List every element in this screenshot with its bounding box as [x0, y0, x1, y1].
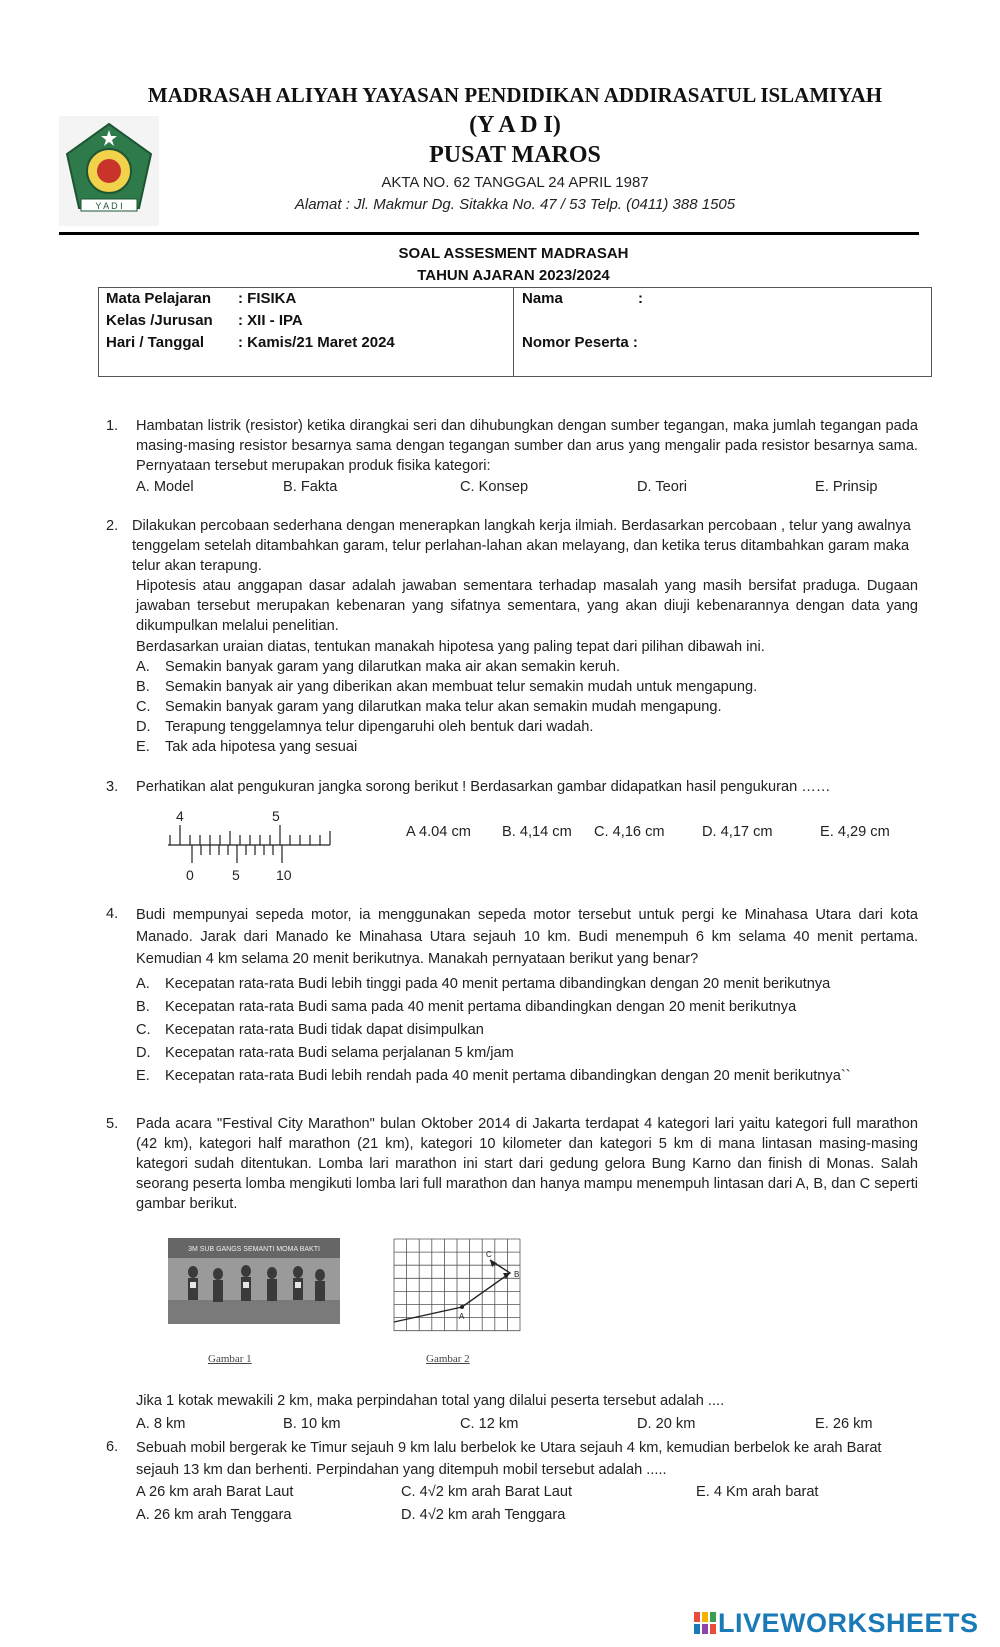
q1-option-b[interactable]: B. Fakta: [283, 479, 338, 495]
q3-option-c[interactable]: C. 4,16 cm: [594, 824, 665, 840]
q4-option-d[interactable]: Kecepatan rata-rata Budi selama perjalanan 5 km/jam: [165, 1045, 514, 1061]
info-table: [98, 287, 932, 377]
q4-option-a-letter: A.: [136, 976, 150, 992]
q4-option-d-letter: D.: [136, 1045, 151, 1061]
arrow-head-c: [490, 1260, 497, 1267]
q1-option-a[interactable]: A. Model: [136, 479, 194, 495]
mapel-label: Mata Pelajaran: [106, 290, 212, 307]
q1-number: 1.: [106, 418, 119, 434]
liveworksheets-logo: [694, 1606, 994, 1642]
gambar-2-caption: Gambar 2: [426, 1353, 470, 1365]
q5-option-e[interactable]: E. 26 km: [815, 1416, 873, 1432]
q6-number: 6.: [106, 1439, 119, 1455]
q4-option-b[interactable]: Kecepatan rata-rata Budi sama pada 40 menit pertama dibandingkan dengan 20 menit berikutnya: [165, 999, 797, 1015]
q3-option-d[interactable]: D. 4,17 cm: [702, 824, 773, 840]
q3-option-a[interactable]: A 4.04 cm: [406, 824, 471, 840]
q5-text-2: Jika 1 kotak mewakili 2 km, maka perpindahan total yang dilalui peserta tersebut adalah ....: [136, 1393, 725, 1409]
q6-option-d[interactable]: D. 4√2 km arah Tenggara: [401, 1507, 566, 1523]
displacement-grid: [390, 1235, 530, 1335]
vernier-label-5: 5: [232, 867, 240, 883]
kelas-value: : XII - IPA: [238, 312, 303, 329]
address-line: Alamat : Jl. Makmur Dg. Sitakka No. 47 / 53 Telp. (0411) 388 1505: [294, 196, 736, 213]
header-divider: [59, 232, 919, 235]
q2-option-a[interactable]: Semakin banyak garam yang dilarutkan maka air akan semakin keruh.: [165, 659, 621, 675]
q4-option-a[interactable]: Kecepatan rata-rata Budi lebih tinggi pada 40 menit pertama dibandingkan dengan 20 menit berikutnya: [165, 976, 831, 992]
vernier-caliper-figure: [168, 805, 338, 885]
q4-option-e[interactable]: Kecepatan rata-rata Budi lebih rendah pada 40 menit pertama dibandingkan dengan 20 menit berikutnya``: [165, 1068, 851, 1084]
point-b-label: B: [514, 1270, 520, 1279]
school-name: MADRASAH ALIYAH YAYASAN PENDIDIKAN ADDIRASATUL ISLAMIYAH: [147, 83, 883, 107]
photo-banner-text: 3M SUB GANGS SEMANTI MOMA BAKTI: [188, 1246, 320, 1253]
mapel-value: : FISIKA: [238, 290, 297, 307]
q3-number: 3.: [106, 779, 119, 795]
q4-option-c-letter: C.: [136, 1022, 151, 1038]
vernier-label-10: 10: [276, 867, 292, 883]
main-scale-label-4: 4: [176, 808, 184, 824]
q2-option-d-letter: D.: [136, 719, 151, 735]
point-a-label: A: [459, 1312, 465, 1321]
q1-option-c[interactable]: C. Konsep: [460, 479, 529, 495]
school-abbreviation: (Y A D I): [469, 112, 561, 138]
q2-option-b-letter: B.: [136, 679, 150, 695]
nomor-peserta-label: Nomor Peserta :: [522, 334, 638, 351]
q3-option-e[interactable]: E. 4,29 cm: [820, 824, 890, 840]
school-location: PUSAT MAROS: [429, 142, 601, 168]
exam-title: SOAL ASSESMENT MADRASAH: [398, 245, 629, 262]
q2-option-c[interactable]: Semakin banyak garam yang dilarutkan maka telur akan semakin mudah mengapung.: [165, 699, 722, 715]
info-table-divider: [513, 287, 514, 376]
q5-option-c[interactable]: C. 12 km: [460, 1416, 519, 1432]
q1-option-d[interactable]: D. Teori: [637, 479, 688, 495]
liveworksheets-icon: [694, 1612, 716, 1636]
watermark-text: LIVEWORKSHEETS: [718, 1608, 979, 1638]
q4-option-c[interactable]: Kecepatan rata-rata Budi tidak dapat disimpulkan: [165, 1022, 484, 1038]
q2-option-a-letter: A.: [136, 659, 150, 675]
nama-colon: :: [638, 290, 643, 307]
q2-option-c-letter: C.: [136, 699, 151, 715]
q2-option-d[interactable]: Terapung tenggelamnya telur dipengaruhi oleh bentuk dari wadah.: [165, 719, 594, 735]
gambar-1-caption: Gambar 1: [208, 1353, 252, 1365]
point-a-dot: [460, 1305, 464, 1309]
vernier-label-0: 0: [186, 867, 194, 883]
q3-text: Perhatikan alat pengukuran jangka sorong berikut ! Berdasarkan gambar didapatkan hasil pengukuran ……: [136, 779, 831, 795]
marathon-photo: [168, 1238, 340, 1324]
q1-text: Hambatan listrik (resistor) ketika dirangkai seri dan dihubungkan dengan sumber tegangan, maka jumlah tegangan pada masing-masing resistor besarnya sama dengan tegangan sumber dan arus yang mengalir pada resistor besarnya sama. Pernyataan tersebut merupakan produk fisika kategori:: [136, 418, 918, 474]
q5-option-b[interactable]: B. 10 km: [283, 1416, 341, 1432]
q2-text: Dilakukan percobaan sederhana dengan menerapkan langkah kerja ilmiah. Berdasarkan percobaan , telur yang awalnya tenggelam setelah ditambahkan garam, telur perlahan-lahan akan melayang, dan ketika terus ditambahkan garam maka telur akan terapung.: [132, 518, 911, 574]
q6-text: Sebuah mobil bergerak ke Timur sejauh 9 km lalu berbelok ke Utara sejauh 4 km, kemudian berbelok ke arah Barat sejauh 13 km dan berhenti. Perpindahan yang ditempuh mobil tersebut adalah .....: [136, 1440, 882, 1478]
nama-label: Nama: [522, 290, 563, 307]
q5-number: 5.: [106, 1116, 119, 1132]
q2-option-e[interactable]: Tak ada hipotesa yang sesuai: [165, 739, 358, 755]
q2-para2: Hipotesis atau anggapan dasar adalah jawaban sementara terhadap masalah yang masih bersifat praduga. Dugaan jawaban tersebut merupakan kebenaran yang sifatnya sementara, yang akan diuji kebenarannya dengan data yang dikumpulkan melalui penelitian.: [136, 578, 918, 634]
q4-text: Budi mempunyai sepeda motor, ia menggunakan sepeda motor tersebut untuk pergi ke Minahasa Utara dari kota Manado. Jarak dari Manado ke Minahasa Utara sejauh 10 km. Budi menempuh 6 km selama 40 menit pertama. Kemudian 4 km selama 20 menit berikutnya. Manakah pernyataan berikut yang benar?: [136, 907, 918, 967]
exam-year: TAHUN AJARAN 2023/2024: [417, 267, 610, 284]
q4-number: 4.: [106, 906, 119, 922]
point-c-label: C: [486, 1250, 492, 1259]
main-scale-label-5: 5: [272, 808, 280, 824]
q6-option-a2[interactable]: A. 26 km arah Tenggara: [136, 1507, 292, 1523]
q4-option-e-letter: E.: [136, 1068, 150, 1084]
logo-text: Y A D I: [95, 201, 123, 211]
q2-para3: Berdasarkan uraian diatas, tentukan manakah hipotesa yang paling tepat dari pilihan dibawah ini.: [136, 639, 765, 655]
q6-option-c[interactable]: C. 4√2 km arah Barat Laut: [401, 1484, 573, 1500]
q2-option-b[interactable]: Semakin banyak air yang diberikan akan membuat telur semakin mudah untuk mengapung.: [165, 679, 758, 695]
q2-option-e-letter: E.: [136, 739, 150, 755]
akta-line: AKTA NO. 62 TANGGAL 24 APRIL 1987: [381, 174, 649, 191]
q5-option-d[interactable]: D. 20 km: [637, 1416, 696, 1432]
q3-option-b[interactable]: B. 4,14 cm: [502, 824, 572, 840]
q2-number: 2.: [106, 518, 119, 534]
hari-value: : Kamis/21 Maret 2024: [238, 334, 395, 351]
kelas-label: Kelas /Jurusan: [106, 312, 213, 329]
q5-option-a[interactable]: A. 8 km: [136, 1416, 186, 1432]
hari-label: Hari / Tanggal: [106, 334, 205, 351]
q6-option-a[interactable]: A 26 km arah Barat Laut: [136, 1484, 294, 1500]
q4-option-b-letter: B.: [136, 999, 150, 1015]
q1-option-e[interactable]: E. Prinsip: [815, 479, 878, 495]
q6-option-e[interactable]: E. 4 Km arah barat: [696, 1484, 819, 1500]
q5-text: Pada acara "Festival City Marathon" bulan Oktober 2014 di Jakarta terdapat 4 kategori lari yaitu kategori full marathon (42 km), kategori half marathon (21 km), kategori 10 kilometer dan kategori 5 km di mana lintasan masing-masing kategori sudah ditentukan. Lomba lari marathon ini start dari gedung gelora Bung Karno dan finish di Monas. Salah seorang peserta lomba mengikuti lomba lari full marathon dan hanya mampu menempuh lintasan dari A, B, dan C seperti gambar berikut.: [136, 1116, 919, 1212]
